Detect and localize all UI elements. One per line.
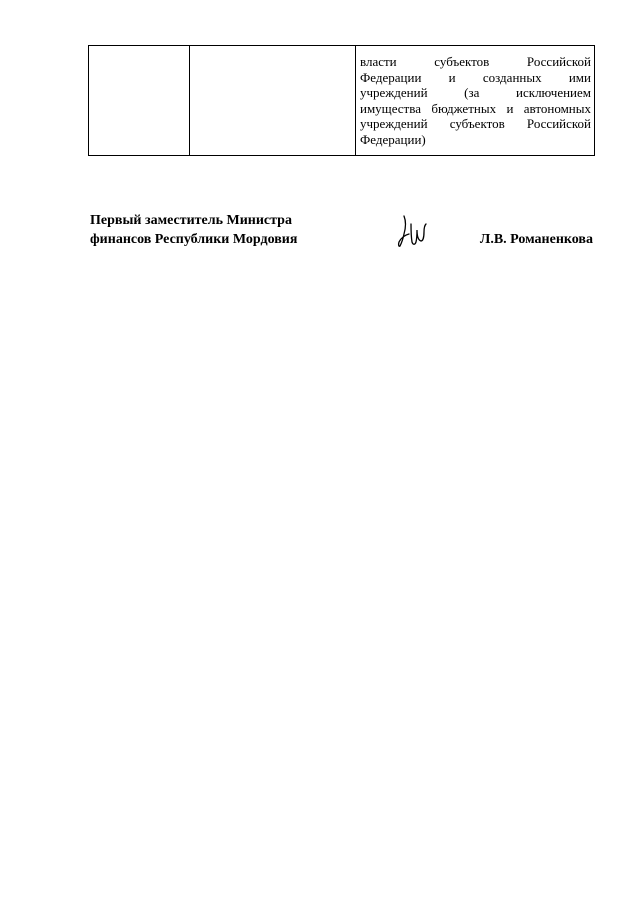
signatory-position-line-2: финансов Республики Мордовия: [90, 232, 298, 247]
cell-text-line: власти субъектов Российской: [360, 54, 591, 69]
cell-text-line: учреждений субъектов Российской: [360, 116, 591, 132]
signatory-name: Л.В. Романенкова: [479, 232, 593, 247]
table-cell-2-text: [190, 46, 355, 54]
document-table: [88, 45, 595, 156]
signatory-position-line-1: Первый заместитель Министра: [90, 213, 292, 228]
cell-text-line: учреждений (за исключением: [360, 85, 591, 101]
table-cell-empty-1: [89, 46, 190, 156]
cell-text-line: Федерации и созданных ими: [360, 69, 591, 85]
cell-text-line: имущества бюджетных и автономных: [360, 100, 591, 116]
handwritten-signature-icon: [396, 212, 428, 248]
table-row: [89, 46, 595, 156]
table-cell-description: [356, 46, 595, 156]
cell-text-line: Федерации): [360, 131, 426, 147]
signatory-position: [90, 211, 297, 249]
table-cell-3-text: [356, 46, 594, 148]
table-cell-empty-2: [190, 46, 356, 156]
table-cell-1-text: [89, 46, 189, 54]
